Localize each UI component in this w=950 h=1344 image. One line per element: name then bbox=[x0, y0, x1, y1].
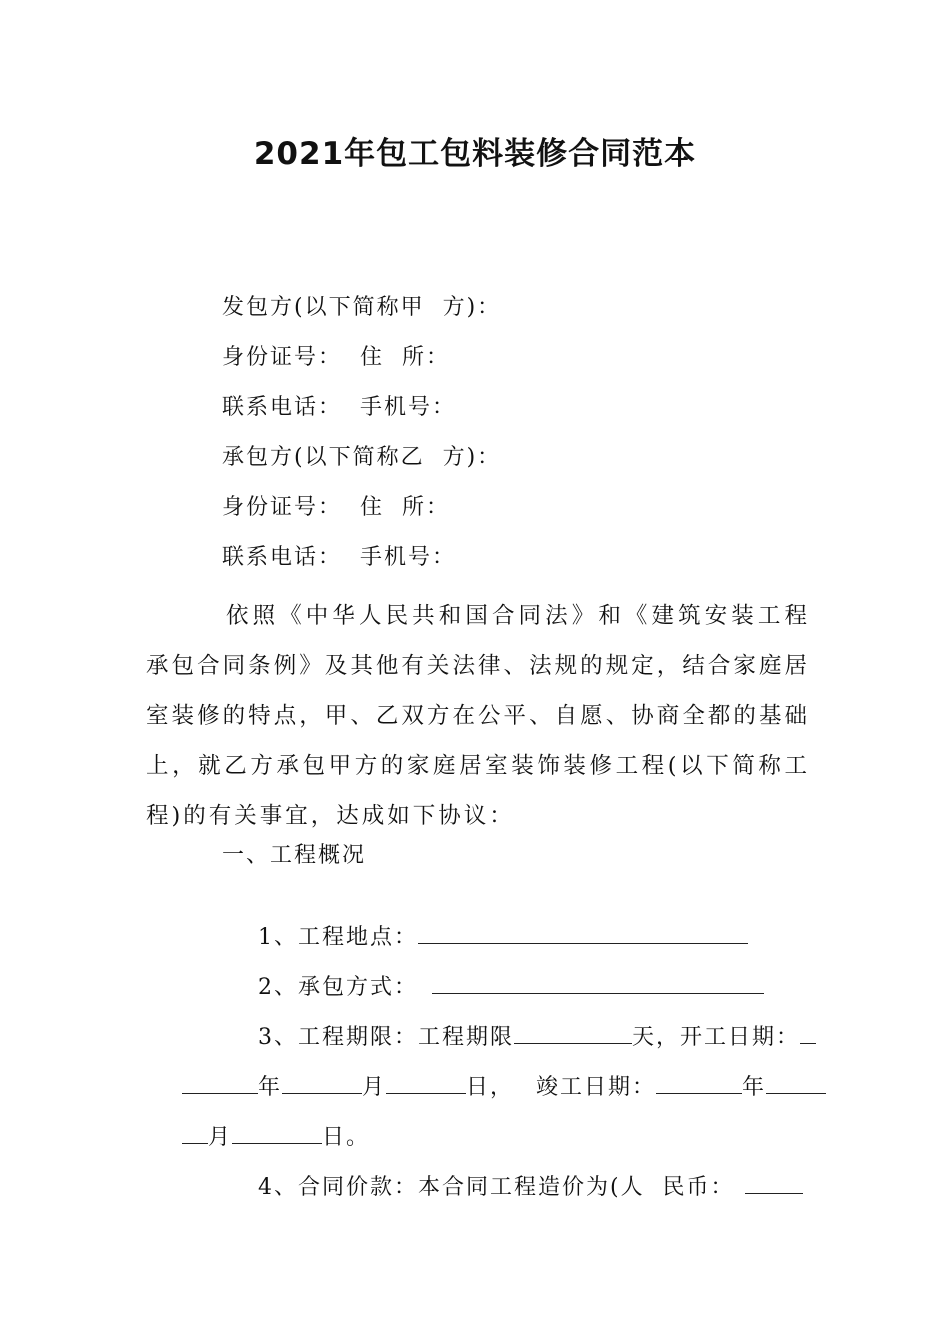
document-title: 2021年包工包料装修合同范本 bbox=[253, 136, 697, 172]
party-b-phone: 联系电话： 手机号： bbox=[222, 545, 456, 570]
party-a-id-address: 身份证号： 住 所： bbox=[222, 345, 450, 370]
end-year-unit: 年 bbox=[742, 1075, 767, 1100]
start-month-unit: 月 bbox=[362, 1075, 387, 1100]
contract-price-blank[interactable] bbox=[745, 1171, 803, 1194]
end-month-unit: 月 bbox=[207, 1125, 232, 1150]
party-a-heading: 发包方(以下简称甲 方)： bbox=[222, 295, 502, 320]
end-month-blank-b[interactable] bbox=[182, 1121, 208, 1144]
section-1-heading: 一、工程概况 bbox=[222, 843, 367, 868]
end-day-unit: 日。 bbox=[322, 1125, 371, 1150]
intro-paragraph: 依照《中华人民共和国合同法》和《建筑安装工程承包合同条例》及其他有关法律、法规的规定，结合家庭居室装修的特点，甲、乙双方在公平、自愿、协商全都的基础上，就乙方承包甲方的家庭居室装饰装修工程(以下简称工程)的有关事宜，达成如下协议： bbox=[146, 603, 810, 829]
party-b-id-address: 身份证号： 住 所： bbox=[222, 495, 450, 520]
item-4-row bbox=[222, 1141, 803, 1233]
item-3-start-label: 天，开工日期： bbox=[631, 1025, 800, 1050]
party-b-heading: 承包方(以下简称乙 方)： bbox=[222, 445, 502, 470]
start-day-blank[interactable] bbox=[386, 1071, 466, 1094]
end-month-blank-a[interactable] bbox=[766, 1071, 826, 1094]
start-day-unit: 日， bbox=[466, 1075, 515, 1100]
item-2-label: 2、承包方式： bbox=[257, 975, 418, 1000]
item-4-label: 4、合同价款：本合同工程造价为(人 民币： bbox=[257, 1175, 735, 1200]
item-1-label: 1、工程地点： bbox=[257, 925, 418, 950]
party-a-phone: 联系电话： 手机号： bbox=[222, 395, 456, 420]
end-year-blank[interactable] bbox=[656, 1071, 742, 1094]
start-year-unit: 年 bbox=[257, 1075, 282, 1100]
item-3-end-label: 竣工日期： bbox=[536, 1075, 657, 1100]
item-3-duration-label: 3、工程期限：工程期限 bbox=[257, 1025, 514, 1050]
